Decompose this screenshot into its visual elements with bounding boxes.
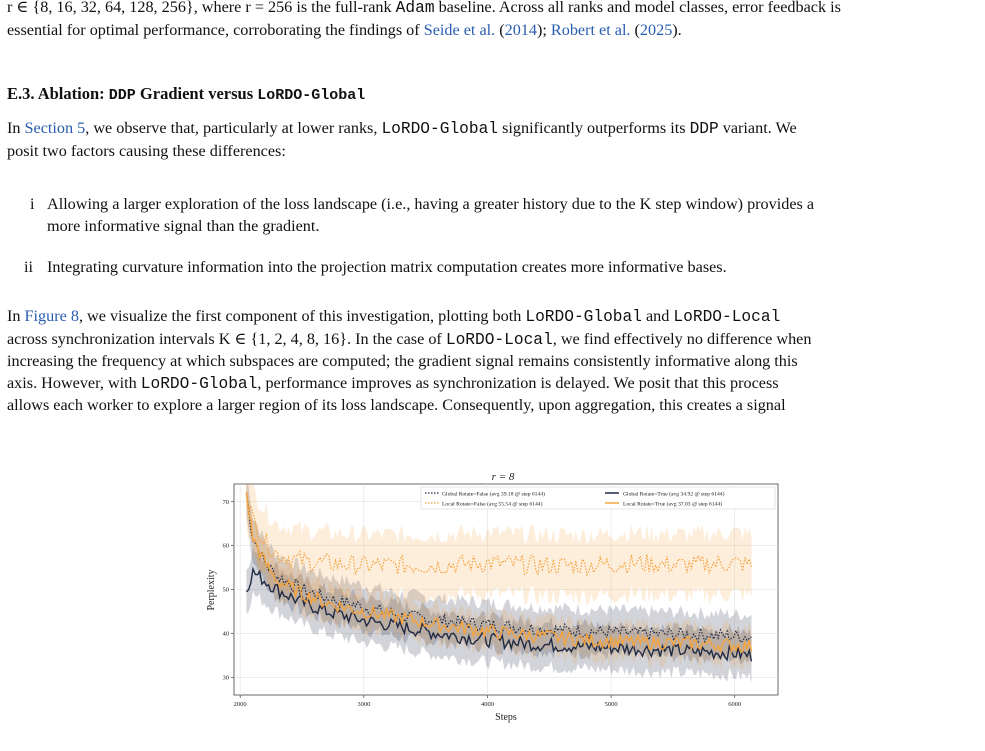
intro-line-2: essential for optimal performance, corroborating the findings of Seide et al. (2014); Robert et al. (2025). <box>7 20 682 39</box>
code-lordo-global: LoRDO-Global <box>381 120 499 138</box>
list-number: ii <box>24 258 33 276</box>
x-tick-label: 6000 <box>728 701 742 708</box>
list-number: i <box>30 195 35 213</box>
paragraph-2-line-2: across synchronization intervals K ∈ {1, 2, 4, 8, 16}. In the case of LoRDO-Local, we find effectively no difference when <box>7 329 812 349</box>
list-item <box>24 257 978 279</box>
x-axis-label: Steps <box>495 712 517 723</box>
code-adam: Adam <box>395 0 435 17</box>
legend-label: Global Rotate=False (avg 39.18 @ step 6144) <box>442 491 545 498</box>
intro-paragraph <box>7 0 977 41</box>
code-lordo-local: LoRDO-Local <box>673 308 781 326</box>
citation-robert-year[interactable]: 2025 <box>639 20 673 39</box>
x-tick-label: 4000 <box>480 701 494 708</box>
chart-title: r = 8 <box>491 471 515 483</box>
paragraph-2-line-1: In Figure 8, we visualize the first component of this investigation, plotting both LoRDO-Global and LoRDO-Local <box>7 307 781 326</box>
list-item <box>30 194 978 238</box>
perplexity-chart <box>196 470 786 746</box>
confidence-bands <box>246 484 751 683</box>
paragraph-1-line-2: posit two factors causing these differences: <box>7 141 286 160</box>
list-item-text: Allowing a larger exploration of the loss landscape (i.e., having a greater history due to the K step window) provides a <box>47 195 815 213</box>
y-tick-label: 30 <box>222 674 229 682</box>
legend-label: Local Rotate=True (avg 37.03 @ step 6144) <box>623 501 722 508</box>
heading-code-lordo-global: LoRDO-Global <box>257 87 366 104</box>
citation-robert[interactable]: Robert et al. <box>550 20 631 39</box>
x-tick-label: 5000 <box>604 701 618 708</box>
x-tick-label: 3000 <box>357 701 371 708</box>
code-ddp: DDP <box>689 120 719 138</box>
paragraph-2-line-3: increasing the frequency at which subspaces are computed; the gradient signal remains consistently informative along this <box>7 352 798 370</box>
code-lordo-global: LoRDO-Global <box>140 374 258 393</box>
x-tick-label: 2000 <box>233 701 247 708</box>
section-heading: E.3. Ablation: DDP Gradient versus LoRDO-Global <box>7 84 366 104</box>
code-lordo-local: LoRDO-Local <box>445 330 553 349</box>
paragraph-1-line-1: In Section 5, we observe that, particularly at lower ranks, LoRDO-Global significantly outperforms its DDP variant. We <box>7 119 797 138</box>
figure-8 <box>196 470 786 746</box>
figure-8-link[interactable]: Figure 8 <box>24 307 79 325</box>
code-lordo-global: LoRDO-Global <box>525 308 642 326</box>
heading-code-ddp: DDP <box>108 87 136 104</box>
section-5-link[interactable]: Section 5 <box>24 119 86 137</box>
legend-label: Local Rotate=False (avg 55.54 @ step 6144) <box>442 501 543 508</box>
list-item-text: Integrating curvature information into the projection matrix computation creates more informative bases. <box>47 258 727 276</box>
paragraph-2-line-5: allows each worker to explore a larger region of its loss landscape. Consequently, upon aggregation, this creates a signal <box>7 396 786 414</box>
y-tick-label: 50 <box>222 586 229 594</box>
y-tick-label: 60 <box>222 542 229 550</box>
y-tick-label: 40 <box>222 630 229 638</box>
citation-seide-year[interactable]: 2014 <box>504 20 537 39</box>
paragraph-2-line-4: axis. However, with LoRDO-Global, performance improves as synchronization is delayed. We posit that this process <box>7 373 779 393</box>
list-item-text: more informative signal than the gradient. <box>47 216 320 235</box>
chart-legend <box>421 487 775 509</box>
citation-seide[interactable]: Seide et al. <box>423 20 496 39</box>
y-axis-label: Perplexity <box>206 569 217 611</box>
intro-line-1: r ∈ {8, 16, 32, 64, 128, 256}, where r = 256 is the full-rank Adam baseline. Across all ranks and model classes, error feedback is <box>7 0 841 17</box>
paragraph-1 <box>7 118 977 162</box>
y-tick-label: 70 <box>222 498 229 506</box>
legend-label: Global Rotate=True (avg 34.92 @ step 6144) <box>623 491 725 498</box>
paragraph-2 <box>7 306 977 417</box>
